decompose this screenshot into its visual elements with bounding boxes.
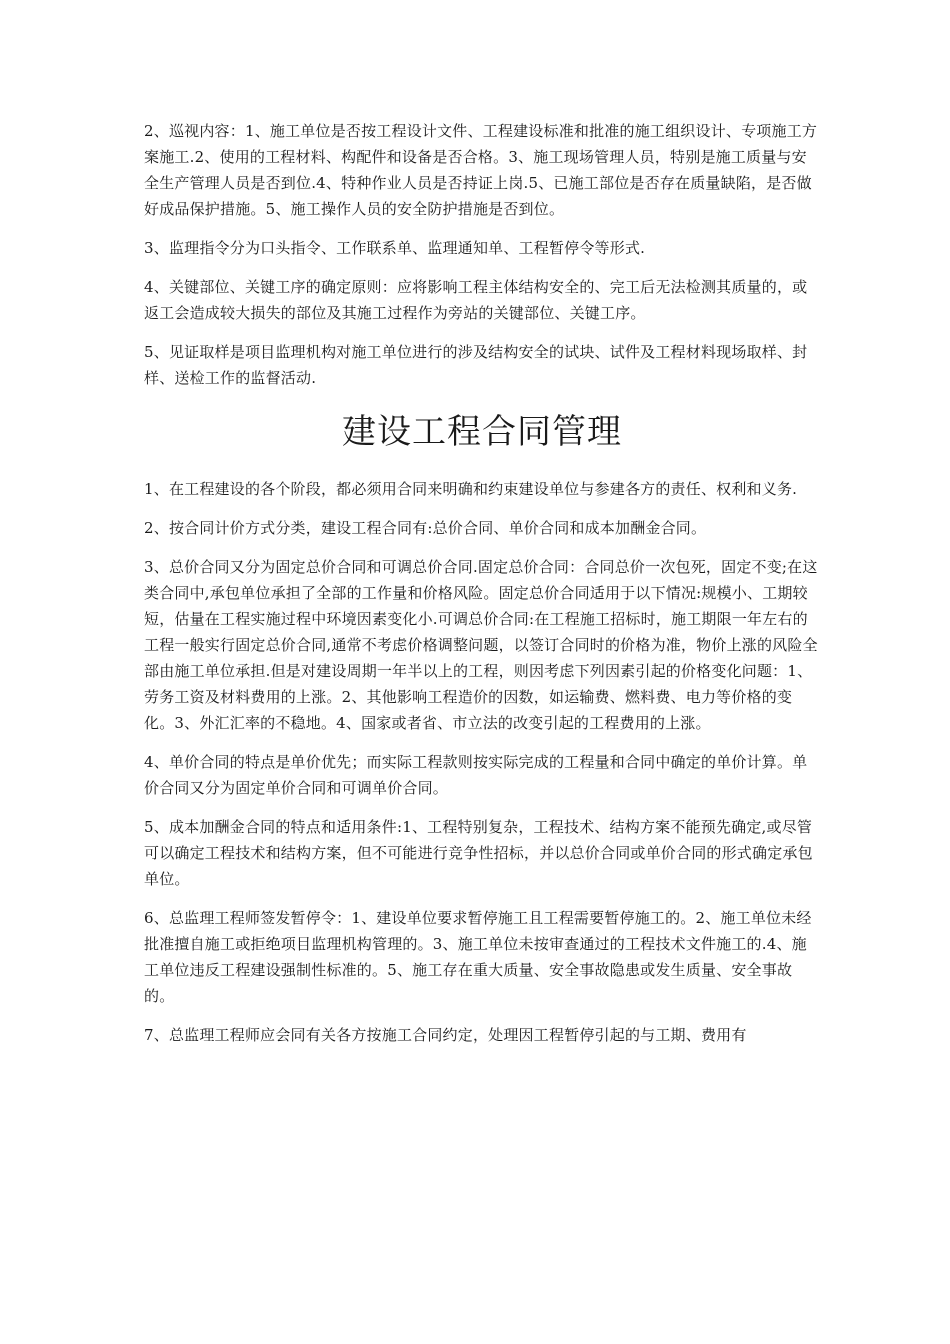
paragraph-witness-sampling: 5、见证取样是项目监理机构对施工单位进行的涉及结构安全的试块、试件及工程材料现场取样、封样、送检工作的监督活动.	[144, 343, 808, 387]
paragraph-inspection-content: 2、巡视内容：1、施工单位是否按工程设计文件、工程建设标准和批准的施工组织设计、专项施工方案施工.2、使用的工程材料、构配件和设备是否合格。3、施工现场管理人员，特别是施工质量与安全生产管理人员是否到位.4、特种作业人员是否持证上岗.5、已施工部位是否存在质量缺陷，是否做好成品保护措施。5、施工操作人员的安全防护措施是否到位。	[144, 122, 818, 218]
paragraph-suspension-order: 6、总监理工程师签发暂停令：1、建设单位要求暂停施工且工程需要暂停施工的。2、施工单位未经批准擅自施工或拒绝项目监理机构管理的。3、施工单位未按审查通过的工程技术文件施工的.4、施工单位违反工程建设强制性标准的。5、施工存在重大质量、安全事故隐患或发生质量、安全事故的。	[144, 909, 812, 1005]
section-inspection	[144, 118, 820, 391]
paragraph-cost-plus-contract: 5、成本加酬金合同的特点和适用条件:1、工程特别复杂，工程技术、结构方案不能预先确定,或尽管可以确定工程技术和结构方案，但不可能进行竞争性招标，并以总价合同或单价合同的形式确定承包单位。	[144, 818, 813, 888]
paragraph-key-parts-principle: 4、关键部位、关键工序的确定原则：应将影响工程主体结构安全的、完工后无法检测其质量的，或返工会造成较大损失的部位及其施工过程作为旁站的关键部位、关键工序。	[144, 278, 808, 322]
section-title: 建设工程合同管理	[342, 412, 622, 452]
paragraph-lump-sum-contract: 3、总价合同又分为固定总价合同和可调总价合同.固定总价合同：合同总价一次包死，固定不变;在这类合同中,承包单位承担了全部的工作量和价格风险。固定总价合同适用于以下情况:规模小、工期较短，估量在工程实施过程中环境因素变化小.可调总价合同:在工程施工招标时，施工期限一年左右的工程一般实行固定总价合同,通常不考虑价格调整问题，以签订合同时的价格为准，物价上涨的风险全部由施工单位承担.但是对建设周期一年半以上的工程，则因考虑下列因素引起的价格变化问题：1、劳务工资及材料费用的上涨。2、其他影响工程造价的因数，如运输费、燃料费、电力等价格的变化。3、外汇汇率的不稳地。4、国家或者省、市立法的改变引起的工程费用的上涨。	[144, 558, 818, 732]
paragraph-unit-price-contract: 4、单价合同的特点是单价优先；而实际工程款则按实际完成的工程量和合同中确定的单价计算。单价合同又分为固定单价合同和可调单价合同。	[144, 753, 808, 797]
paragraph-supervision-instructions: 3、监理指令分为口头指令、工作联系单、监理通知单、工程暂停令等形式.	[144, 239, 646, 257]
paragraph-contract-purpose: 1、在工程建设的各个阶段，都必须用合同来明确和约束建设单位与参建各方的责任、权利和义务.	[144, 480, 798, 498]
paragraph-contract-types: 2、按合同计价方式分类，建设工程合同有:总价合同、单价合同和成本加酬金合同。	[144, 519, 707, 537]
paragraph-suspension-handling: 7、总监理工程师应会同有关各方按施工合同约定，处理因工程暂停引起的与工期、费用有	[144, 1026, 747, 1044]
section-contract-management	[144, 476, 820, 1048]
document-page	[144, 118, 820, 1061]
